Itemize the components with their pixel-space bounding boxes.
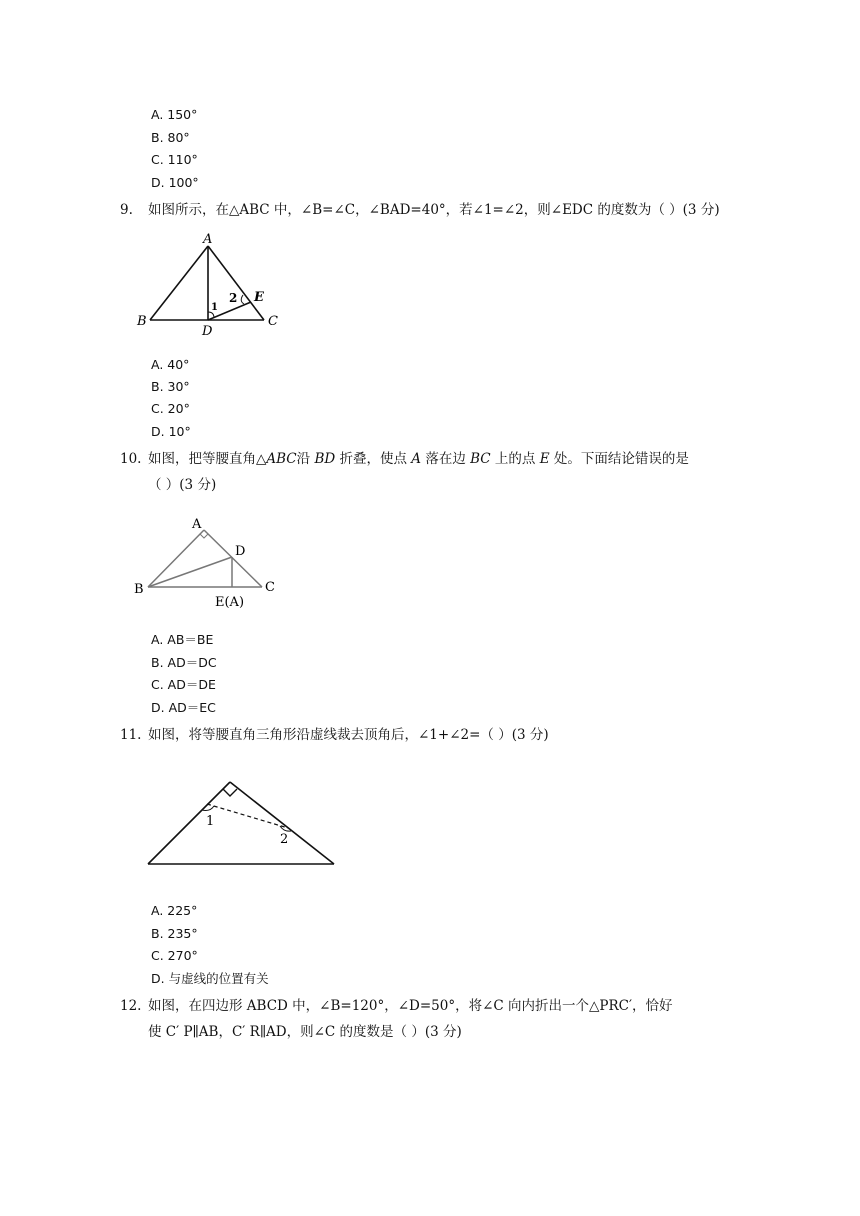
q10-text-i: 上的点 (490, 451, 540, 467)
q10-figure (130, 512, 290, 612)
q9-option-b: B. 30° (151, 379, 190, 394)
q10-option-c: C. AD＝DE (151, 677, 216, 692)
q10-segment-bd (148, 557, 232, 587)
q11-side-left (148, 782, 230, 864)
q10-label-d: D (235, 544, 246, 559)
q11-option-b: B. 235° (151, 926, 198, 941)
q10-label-a: A (192, 517, 202, 532)
q10-option-d: D. AD＝EC (151, 700, 216, 715)
q12-text: 如图，在四边形 ABCD 中，∠B=120°，∠D=50°，将∠C 向内折出一个△PRC′，恰好 (148, 998, 673, 1014)
q8-option-b: B. 80° (151, 130, 190, 145)
q8-option-d: D. 100° (151, 175, 199, 190)
q11-number: 11. (120, 727, 142, 743)
q9-label-d: D (202, 324, 213, 339)
q10-text-b: ABC (266, 451, 297, 467)
q9-angle-2-arc (241, 295, 244, 304)
q10-label-b: B (134, 582, 144, 597)
q11-option-c: C. 270° (151, 948, 198, 963)
q11-side-right (230, 782, 334, 864)
q10-label-c: C (265, 580, 275, 595)
q9-figure (134, 232, 294, 342)
q9-label-a: A (203, 232, 213, 247)
q8-option-c: C. 110° (151, 152, 198, 167)
q12-question-line2: 使 C′ P∥AB，C′ R∥AD，则∠C 的度数是（ ）(3 分) (148, 1024, 462, 1040)
q10-text-c: 沿 (296, 451, 315, 467)
q9-text: 如图所示，在△ABC 中，∠B=∠C，∠BAD=40°，若∠1=∠2，则∠EDC 的度数为（ ）(3 分) (148, 202, 720, 218)
q12-question (120, 997, 673, 1015)
q9-side-ab (150, 246, 208, 320)
q9-label-c: C (268, 314, 278, 329)
q10-option-b: B. AD＝DC (151, 655, 217, 670)
q11-question (120, 726, 549, 744)
q11-right-angle-mark (223, 789, 237, 796)
q10-right-angle-mark (200, 534, 208, 538)
q10-label-ea: E(A) (215, 595, 245, 610)
q9-option-d: D. 10° (151, 424, 191, 439)
q10-text-d: BD (314, 451, 336, 467)
q11-label-1: 1 (206, 814, 215, 829)
q10-text-f: A (411, 451, 422, 467)
q9-label-1: 1 (211, 302, 218, 313)
q10-text-k: 处。下面结论错误的是 (549, 451, 689, 467)
q9-question (120, 201, 720, 219)
q11-text: 如图，将等腰直角三角形沿虚线裁去顶角后，∠1+∠2=（ ）(3 分) (148, 727, 549, 743)
q9-label-2: 2 (229, 291, 238, 305)
q10-text-h: BC (470, 451, 491, 467)
q10-text-e: 折叠，使点 (335, 451, 412, 467)
q9-option-c: C. 20° (151, 401, 190, 416)
q11-label-2: 2 (280, 832, 289, 847)
q10-side-ac (204, 530, 262, 587)
q12-number: 12. (120, 998, 142, 1014)
q11-cut-line (207, 804, 288, 828)
q10-text-j: E (539, 451, 550, 467)
q10-side-ab (148, 530, 204, 587)
q11-figure (140, 770, 340, 870)
q11-option-d: D. 与虚线的位置有关 (151, 971, 269, 986)
q9-label-b: B (137, 314, 147, 329)
q10-option-a: A. AB＝BE (151, 632, 214, 647)
q11-option-a: A. 225° (151, 903, 198, 918)
q8-option-a: A. 150° (151, 107, 198, 122)
q9-option-a: A. 40° (151, 357, 190, 372)
q10-question-line2: （ ）(3 分) (148, 477, 217, 493)
q10-text-a: 如图，把等腰直角△ (148, 451, 267, 467)
q9-label-e: E (254, 290, 264, 305)
q10-text-g: 落在边 (421, 451, 471, 467)
q9-number: 9. (120, 202, 133, 218)
q10-question (120, 450, 689, 468)
q10-number: 10. (120, 451, 142, 467)
